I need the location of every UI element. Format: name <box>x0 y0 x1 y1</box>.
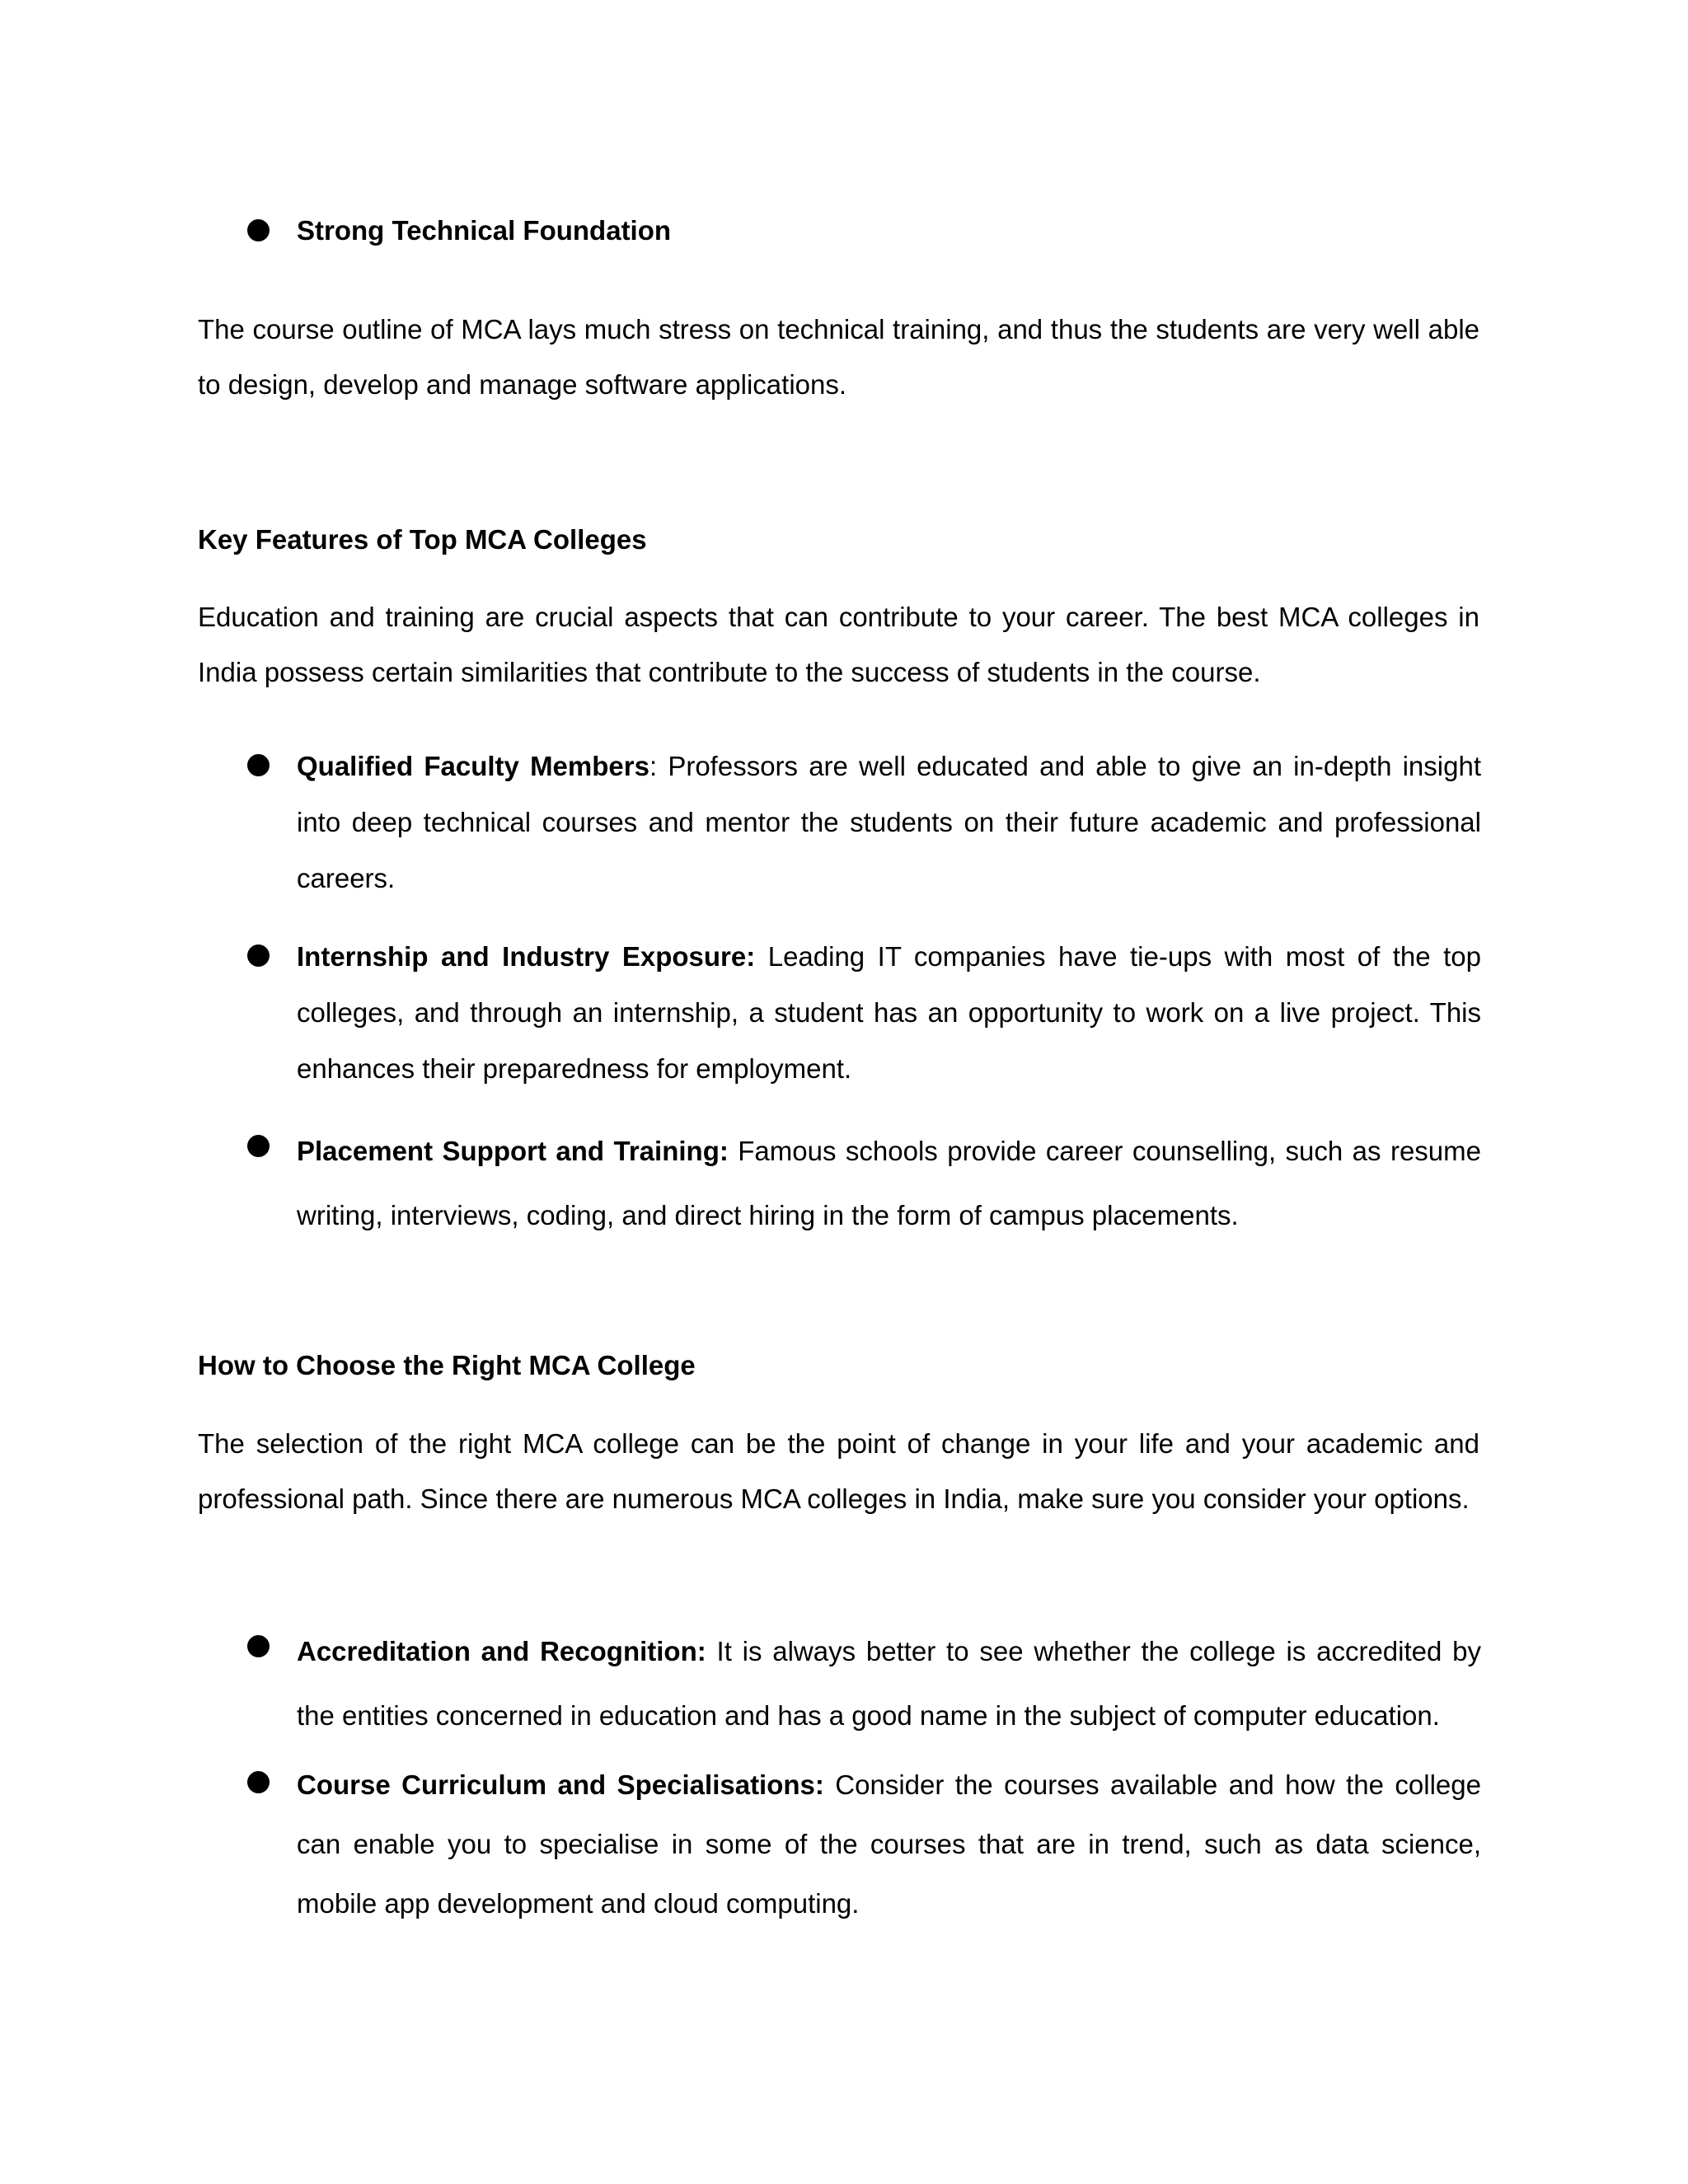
section-features-heading-block <box>198 523 1479 556</box>
intro-paragraph: The course outline of MCA lays much stress on technical training, and thus the students are very well able to design, develop and manage software applications. <box>198 314 1479 400</box>
list-item-body <box>297 738 1481 907</box>
list-item-title: Internship and Industry Exposure: <box>297 941 756 972</box>
section-features-paragraph-block <box>198 589 1479 700</box>
list-item-text: Famous schools provide career counselling, such as resume writing, interviews, coding, and direct hiring in the form of campus placements. <box>297 1136 1482 1230</box>
list-item-text: Leading IT companies have tie-ups with most of the top colleges, and through an internship, a student has an opportunity to work on a live project. This enhances their preparedness for employment. <box>297 941 1481 1084</box>
list-item-text: It is always better to see whether the college is accredited by the entities concerned in education and has a good name in the subject of computer education. <box>297 1636 1481 1731</box>
list-item-text: Consider the courses available and how the college can enable you to specialise in some of the courses that are in trend, such as data science, mobile app development and cloud computing. <box>297 1769 1481 1919</box>
section-paragraph: The selection of the right MCA college can be the point of change in your life and your academic and professional path. Since there are numerous MCA colleges in India, make sure you consider your options. <box>198 1428 1479 1514</box>
list-item-body <box>297 1119 1481 1248</box>
list-item-body <box>297 929 1481 1097</box>
list-item-text: : Professors are well educated and able to give an in-depth insight into deep technical courses and mentor the students on their future academic and professional careers. <box>297 751 1481 893</box>
list-item-body <box>297 1755 1481 1933</box>
section-choose-heading-block <box>198 1349 1479 1382</box>
bullet-dot-icon <box>247 754 270 776</box>
list-item-title: Course Curriculum and Specialisations: <box>297 1769 824 1800</box>
bullet-dot-icon <box>247 1635 270 1657</box>
bullet-dot-icon <box>247 1771 270 1793</box>
section-heading: Key Features of Top MCA Colleges <box>198 524 647 555</box>
bullet-dot-icon <box>247 1135 270 1157</box>
list-item-title: Placement Support and Training: <box>297 1136 729 1166</box>
section-paragraph: Education and training are crucial aspects that can contribute to your career. The best MCA colleges in India possess certain similarities that contribute to the success of students in the course. <box>198 602 1479 687</box>
section-heading: How to Choose the Right MCA College <box>198 1350 696 1380</box>
bullet-dot-icon <box>247 219 270 241</box>
list-item-title: Qualified Faculty Members <box>297 751 649 781</box>
intro-paragraph-block <box>198 302 1479 412</box>
list-item-body <box>297 1619 1481 1748</box>
bullet-title: Strong Technical Foundation <box>297 215 672 246</box>
bullet-dot-icon <box>247 944 270 967</box>
list-item-title: Accreditation and Recognition: <box>297 1636 706 1666</box>
section-choose-paragraph-block <box>198 1416 1479 1526</box>
